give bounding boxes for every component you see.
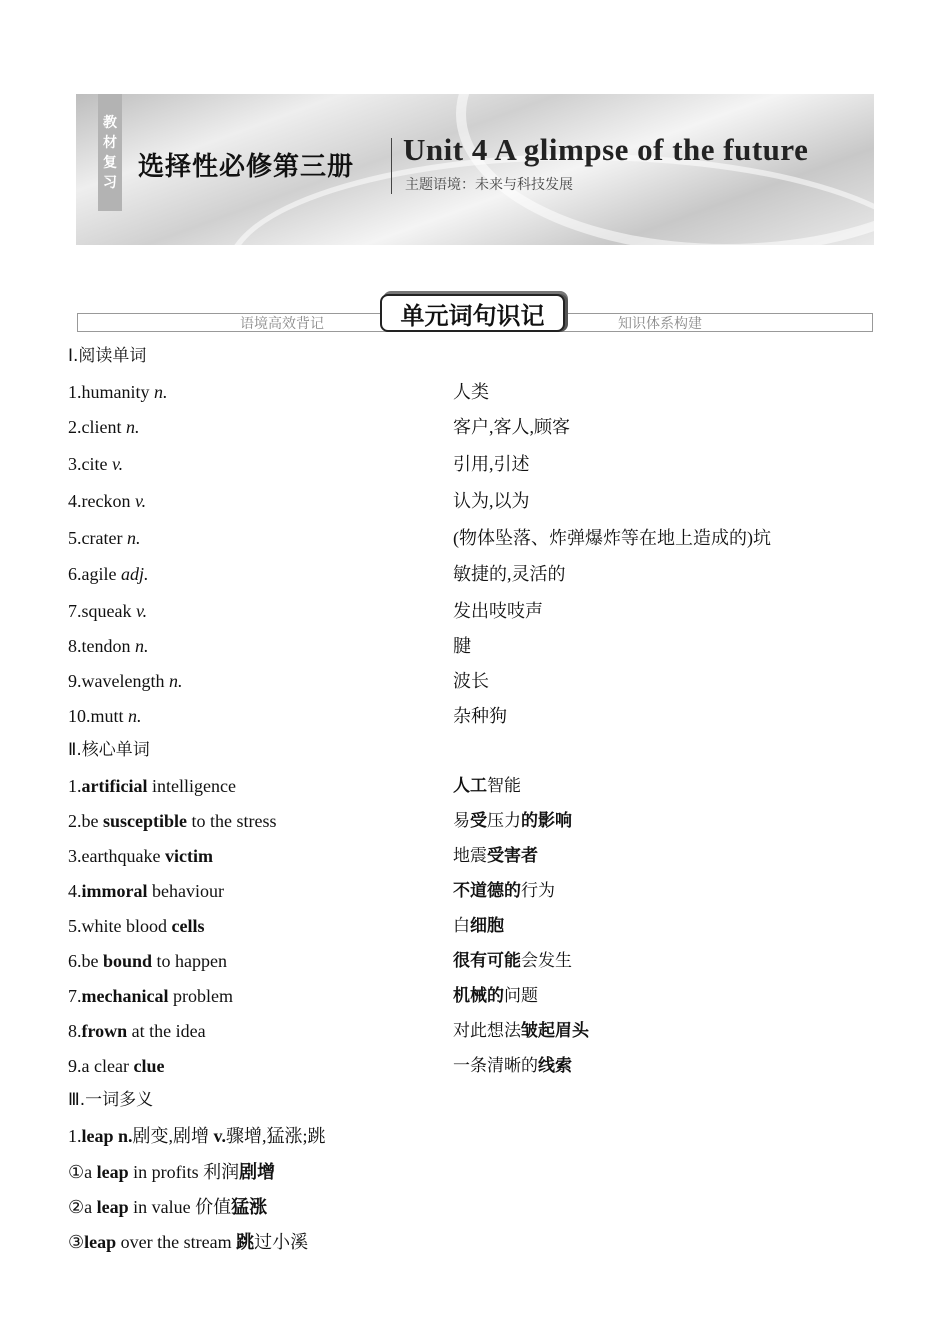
phrase-meaning	[453, 950, 572, 972]
bold-term: artificial	[81, 776, 148, 796]
word-text: 2.client	[68, 417, 126, 437]
part-of-speech: n.	[126, 528, 141, 548]
word-meaning: 杂种狗	[453, 706, 507, 726]
text-segment: 5.white blood	[68, 916, 172, 936]
word-text: 4.reckon	[68, 491, 135, 511]
part-of-speech: adj.	[120, 564, 149, 584]
text-segment: 对此想法	[453, 1021, 521, 1041]
text-segment: in value	[128, 1197, 196, 1217]
phrase-meaning	[453, 1055, 572, 1077]
bold-term: 很有可能	[453, 951, 521, 971]
part2-heading: Ⅱ.核心单词	[68, 740, 150, 760]
part-of-speech: n.	[135, 636, 149, 656]
text-segment: 会发生	[521, 951, 572, 971]
text-segment: 1.	[68, 776, 82, 796]
phrase-meaning	[453, 880, 555, 902]
text-segment: ①a	[68, 1162, 97, 1182]
book-title: 选择性必修第三册	[138, 152, 355, 182]
part-of-speech: v.	[111, 454, 124, 474]
text-segment: 9.a clear	[68, 1056, 134, 1076]
text-segment: over the stream	[116, 1232, 237, 1252]
bold-term: 人工	[453, 776, 487, 796]
phrase-meaning	[453, 915, 504, 937]
bold-term: 猛涨	[231, 1197, 268, 1217]
bold-term: leap	[81, 1126, 114, 1146]
part-of-speech: v.	[134, 491, 147, 511]
text-segment: to the stress	[187, 811, 277, 831]
phrase-entry	[68, 1020, 206, 1042]
word-meaning: 客户,客人,顾客	[453, 417, 570, 437]
tab-char: 习	[103, 174, 117, 191]
title-divider	[391, 138, 392, 194]
phrase-entry	[68, 1055, 164, 1077]
section-right-label: 知识体系构建	[618, 316, 702, 332]
bold-term: 线索	[538, 1056, 572, 1076]
unit-banner	[76, 94, 874, 245]
tab-char: 材	[103, 134, 117, 151]
word-entry	[68, 416, 139, 438]
text-segment: 压力	[487, 811, 521, 831]
bold-term: 的影响	[521, 811, 572, 831]
bold-term: v.	[213, 1126, 227, 1146]
word-text: 9.wavelength	[68, 671, 169, 691]
word-meaning: 发出吱吱声	[453, 601, 543, 621]
text-segment: 骤增,猛涨;跳	[226, 1126, 326, 1146]
bold-term: 受害者	[487, 846, 538, 866]
word-entry	[68, 490, 146, 512]
word-entry	[68, 453, 123, 475]
word-entry	[68, 705, 142, 727]
word-text: 7.squeak	[68, 601, 136, 621]
word-text: 10.mutt	[68, 706, 129, 726]
text-segment: 6.be	[68, 951, 103, 971]
polysemy-example	[68, 1231, 308, 1253]
word-meaning: 人类	[453, 382, 489, 402]
word-entry	[68, 670, 182, 692]
word-entry	[68, 600, 147, 622]
bold-term: leap	[96, 1197, 129, 1217]
text-segment: 1.	[68, 1126, 82, 1146]
review-tab	[98, 94, 122, 211]
bold-term: mechanical	[81, 986, 169, 1006]
word-text: 5.crater	[68, 528, 127, 548]
bold-term: bound	[103, 951, 153, 971]
phrase-meaning	[453, 810, 572, 832]
word-entry	[68, 527, 140, 549]
phrase-meaning	[453, 845, 538, 867]
bold-term: frown	[81, 1021, 128, 1041]
phrase-entry	[68, 985, 233, 1007]
phrase-entry	[68, 880, 224, 902]
phrase-entry	[68, 915, 205, 937]
text-segment: intelligence	[147, 776, 236, 796]
text-segment: 过小溪	[254, 1232, 309, 1252]
bold-term: 机械的	[453, 986, 504, 1006]
part-of-speech: n.	[154, 382, 168, 402]
part1-heading: Ⅰ.阅读单词	[68, 346, 147, 366]
word-meaning: (物体坠落、炸弹爆炸等在地上造成的)坑	[453, 528, 771, 548]
polysemy-example	[68, 1196, 267, 1218]
text-segment: 7.	[68, 986, 82, 1006]
text-segment: 8.	[68, 1021, 82, 1041]
text-segment: behaviour	[147, 881, 224, 901]
word-text: 6.agile	[68, 564, 121, 584]
word-entry	[68, 381, 168, 403]
phrase-entry	[68, 845, 213, 867]
text-segment: 智能	[487, 776, 521, 796]
phrase-entry	[68, 775, 236, 797]
section-left-label: 语境高效背记	[240, 316, 324, 332]
part3-heading: Ⅲ.一词多义	[68, 1090, 154, 1110]
text-segment: 白	[453, 916, 470, 936]
text-segment: in profits	[128, 1162, 204, 1182]
bold-term: n.	[118, 1126, 133, 1146]
text-segment: 一条清晰的	[453, 1056, 538, 1076]
bold-term: victim	[164, 846, 213, 866]
phrase-entry	[68, 810, 277, 832]
text-segment: 行为	[521, 881, 555, 901]
word-text: 1.humanity	[68, 382, 154, 402]
text-segment: 地震	[453, 846, 487, 866]
bold-term: 受	[470, 811, 487, 831]
bold-term: leap	[96, 1162, 129, 1182]
polysemy-headword	[68, 1125, 326, 1147]
bold-term: 剧增	[239, 1162, 276, 1182]
section-title: 单元词句识记	[380, 294, 565, 332]
text-segment: ②a	[68, 1197, 97, 1217]
part-of-speech: n.	[125, 417, 140, 437]
text-segment: problem	[168, 986, 233, 1006]
phrase-meaning	[453, 775, 521, 797]
text-segment: 问题	[504, 986, 538, 1006]
text-segment: at the idea	[127, 1021, 206, 1041]
bold-term: cells	[171, 916, 205, 936]
word-meaning: 引用,引述	[453, 454, 530, 474]
text-segment: 价值	[195, 1197, 232, 1217]
bold-term: 不道德的	[453, 881, 521, 901]
text-segment: 剧变,剧增	[132, 1126, 214, 1146]
text-segment: 利润	[203, 1162, 240, 1182]
tab-char: 复	[103, 154, 117, 171]
text-segment: 4.	[68, 881, 82, 901]
bold-term: clue	[133, 1056, 165, 1076]
unit-title: Unit 4 A glimpse of the future	[403, 132, 809, 167]
bold-term: 跳	[236, 1232, 255, 1252]
part-of-speech: n.	[128, 706, 142, 726]
phrase-meaning	[453, 1020, 589, 1042]
phrase-meaning	[453, 985, 538, 1007]
word-meaning: 腱	[453, 636, 471, 656]
bold-term: leap	[84, 1232, 117, 1252]
phrase-entry	[68, 950, 227, 972]
text-segment: 2.be	[68, 811, 103, 831]
bold-term: immoral	[81, 881, 148, 901]
word-meaning: 敏捷的,灵活的	[453, 564, 566, 584]
bold-term: 皱起眉头	[521, 1021, 589, 1041]
bold-term: 细胞	[470, 916, 504, 936]
part-of-speech: v.	[135, 601, 148, 621]
text-segment: ③	[68, 1232, 85, 1252]
polysemy-example	[68, 1161, 275, 1183]
word-meaning: 波长	[453, 671, 489, 691]
tab-char: 教	[103, 114, 117, 131]
word-text: 3.cite	[68, 454, 112, 474]
text-segment: 易	[453, 811, 470, 831]
text-segment: to happen	[152, 951, 228, 971]
word-meaning: 认为,以为	[453, 491, 530, 511]
word-entry	[68, 563, 149, 585]
bold-term: susceptible	[103, 811, 188, 831]
part-of-speech: n.	[168, 671, 183, 691]
text-segment: 3.earthquake	[68, 846, 165, 866]
word-entry	[68, 635, 149, 657]
theme-context: 主题语境：未来与科技发展	[405, 177, 573, 193]
word-text: 8.tendon	[68, 636, 135, 656]
